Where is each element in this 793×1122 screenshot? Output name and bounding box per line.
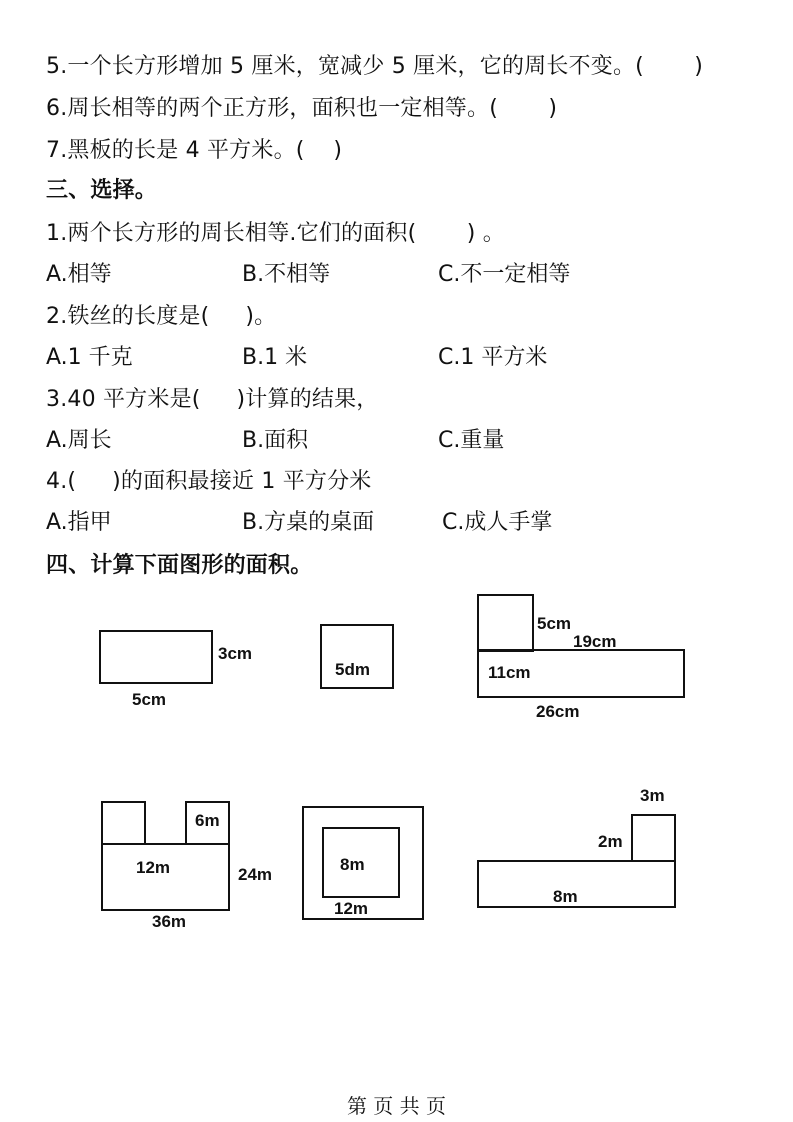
figure-5-outer-label: 12m (334, 899, 369, 918)
section-3-title: 三、选择。 (46, 178, 158, 203)
mc-question-4-option-b: B.方桌的桌面 (242, 510, 375, 535)
figure-1-rectangle (99, 630, 213, 684)
figure-6-side-label: 2m (598, 832, 623, 851)
figure-6-top-label: 3m (640, 786, 665, 805)
figure-5-inner-label: 8m (340, 855, 365, 874)
figure-4-bottom-label: 36m (152, 912, 187, 931)
figure-3-small-label: 5cm (537, 614, 572, 633)
mc-question-3-stem: 3.40 平方米是( )计算的结果， (46, 387, 379, 412)
mc-question-2-stem: 2.铁丝的长度是( )。 (46, 304, 277, 329)
mc-question-2-option-a: A.1 千克 (46, 345, 133, 370)
mc-question-4-option-a: A.指甲 (46, 510, 112, 535)
section-4-title: 四、计算下面图形的面积。 (46, 553, 313, 578)
figure-2-inside-label: 5dm (335, 660, 370, 679)
figure-1-bottom-label: 5cm (132, 690, 167, 709)
figure-6-top-square (631, 814, 676, 862)
page-footer: 第 页 共 页 (346, 1094, 447, 1118)
mc-question-1-option-a: A.相等 (46, 262, 112, 287)
mc-question-4-option-c: C.成人手掌 (442, 510, 553, 535)
question-6: 6.周长相等的两个正方形，面积也一定相等。( ) (46, 96, 558, 121)
figure-4-side-label: 24m (238, 865, 273, 884)
figure-6-bottom-label: 8m (553, 887, 578, 906)
figure-4-inside-label: 12m (136, 858, 171, 877)
figure-4-small-label: 6m (195, 811, 220, 830)
figure-4-left-square (101, 801, 146, 845)
question-7: 7.黑板的长是 4 平方米。( ) (46, 138, 343, 163)
mc-question-3-option-a: A.周长 (46, 428, 112, 453)
mc-question-2-option-b: B.1 米 (242, 345, 308, 370)
mc-question-2-option-c: C.1 平方米 (438, 345, 548, 370)
figure-3-top-square (477, 594, 534, 652)
mc-question-1-option-c: C.不一定相等 (438, 262, 571, 287)
mc-question-1-stem: 1.两个长方形的周长相等.它们的面积( ) 。 (46, 221, 505, 246)
figure-3-bottom-label: 26cm (536, 702, 580, 721)
mc-question-1-option-b: B.不相等 (242, 262, 331, 287)
mc-question-3-option-b: B.面积 (242, 428, 309, 453)
figure-3-inside-label: 11cm (488, 663, 531, 682)
question-5: 5.一个长方形增加 5 厘米，宽减少 5 厘米，它的周长不变。( ) (46, 54, 704, 79)
figure-1-side-label: 3cm (218, 644, 253, 663)
mc-question-3-option-c: C.重量 (438, 428, 505, 453)
figure-3-mid-label: 19cm (573, 632, 617, 651)
mc-question-4-stem: 4.( )的面积最接近 1 平方分米 (46, 469, 372, 494)
